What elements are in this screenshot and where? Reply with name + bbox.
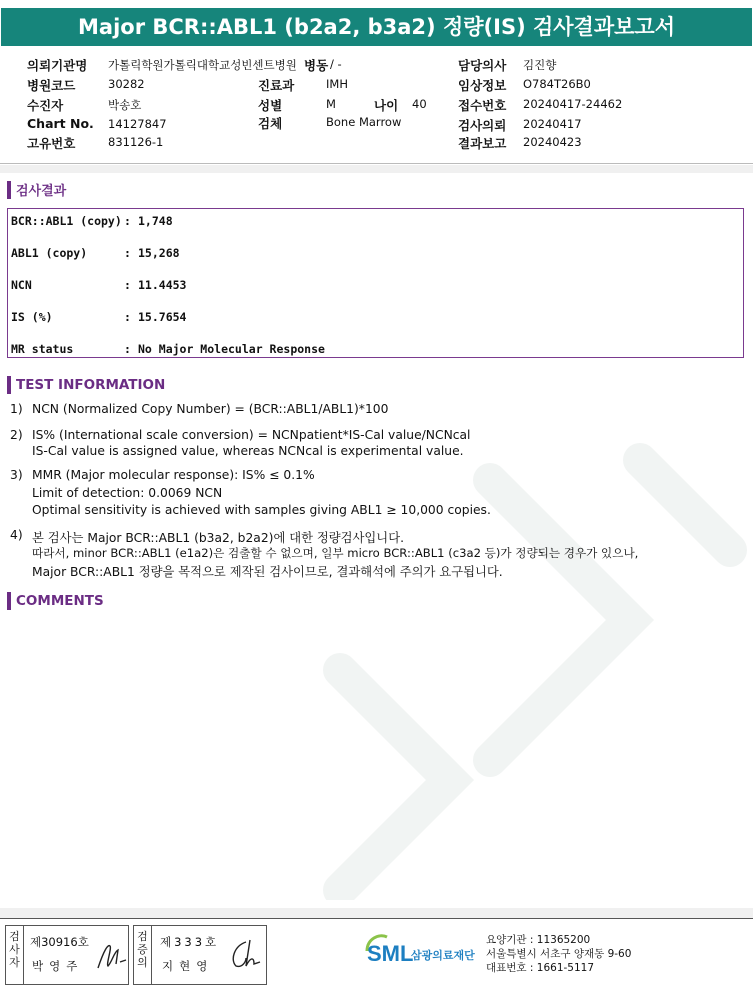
footer <box>0 918 753 989</box>
signature-role <box>134 926 152 984</box>
heading-bar <box>7 592 11 610</box>
footer-gap <box>0 908 753 918</box>
list-item-number: 3) <box>10 468 23 482</box>
list-item-text: NCN (Normalized Copy Number) = (BCR::ABL1/ABL1)*100 <box>32 402 389 416</box>
results-box <box>7 208 744 358</box>
requesting-institution-value: 가톨릭학원가톨릭대학교성빈센트병원 <box>108 58 297 72</box>
result-key: MR status <box>11 342 74 356</box>
patient-name-label: 수진자 <box>27 98 64 113</box>
list-item-text: IS% (International scale conversion) = NCNpatient*IS-Cal value/NCNcal <box>32 428 471 442</box>
sex-value: M <box>326 97 336 111</box>
comments-heading <box>7 592 104 610</box>
physician-label: 담당의사 <box>458 58 507 73</box>
test-info-heading <box>7 376 165 394</box>
signature-image <box>94 940 128 974</box>
result-key: IS (%) <box>11 310 53 324</box>
signer-name: 박영주 <box>32 959 84 973</box>
request-date-label: 검사의뢰 <box>458 118 507 133</box>
signature-image <box>226 936 264 974</box>
list-item-text: 따라서, minor BCR::ABL1 (e1a2)은 검출할 수 없으며, 일부 micro BCR::ABL1 (c3a2 등)가 정량되는 경우가 있으나, <box>32 546 639 560</box>
ward-value: / - <box>330 57 342 71</box>
result-key: NCN <box>11 278 32 292</box>
report-date-value: 20240423 <box>523 135 582 149</box>
list-item-text: Limit of detection: 0.0069 NCN <box>32 486 223 500</box>
list-item-text: MMR (Major molecular response): IS% ≤ 0.1% <box>32 468 315 482</box>
sex-label: 성별 <box>258 98 283 113</box>
department-value: IMH <box>326 77 348 91</box>
contact-line: 요양기관 : 11365200 <box>486 934 591 946</box>
contact-line: 대표번호 : 1661-5117 <box>486 962 595 974</box>
results-heading-text: 검사결과 <box>16 184 67 199</box>
result-key: BCR::ABL1 (copy) <box>11 214 122 228</box>
request-date-value: 20240417 <box>523 117 582 131</box>
chart-no-label: Chart No. <box>27 116 94 131</box>
physician-value: 김진향 <box>523 58 557 72</box>
signature-role-text: 검증의 <box>137 930 148 969</box>
requesting-institution-label: 의뢰기관명 <box>27 58 88 73</box>
contact-info <box>486 933 631 975</box>
license-number: 제30916호 <box>30 935 89 949</box>
list-item-number: 2) <box>10 428 23 442</box>
result-colon: : <box>124 278 131 292</box>
department-label: 진료과 <box>258 78 295 93</box>
heading-bar <box>7 376 11 394</box>
logo-subtext: 삼광의료재단 <box>411 949 475 962</box>
heading-bar <box>7 181 11 199</box>
result-colon: : <box>124 342 131 356</box>
report-date-label: 결과보고 <box>458 136 507 151</box>
hospital-code-value: 30282 <box>108 77 145 91</box>
report-title: Major BCR::ABL1 (b2a2, b3a2) 정량(IS) 검사결과보고서 <box>1 8 752 46</box>
result-value: 15.7654 <box>138 310 187 324</box>
unique-no-value: 831126-1 <box>108 135 164 149</box>
hospital-code-label: 병원코드 <box>27 78 76 93</box>
receipt-no-label: 접수번호 <box>458 98 507 113</box>
list-item-text: 본 검사는 Major BCR::ABL1 (b3a2, b2a2)에 대한 정량검사입니다. <box>32 531 404 545</box>
signature-box-tester <box>5 925 129 985</box>
clinical-info-label: 임상정보 <box>458 78 507 93</box>
list-item-text: Major BCR::ABL1 정량을 목적으로 제작된 검사이므로, 결과해석에 주의가 요구됩니다. <box>32 565 503 579</box>
list-item-text: IS-Cal value is assigned value, whereas NCNcal is experimental value. <box>32 444 464 458</box>
age-value: 40 <box>412 97 427 111</box>
result-value: No Major Molecular Response <box>138 342 325 356</box>
age-label: 나이 <box>374 98 399 113</box>
list-item-text: Optimal sensitivity is achieved with samples giving ABL1 ≥ 10,000 copies. <box>32 503 491 517</box>
divider <box>0 163 753 164</box>
patient-info <box>0 52 753 152</box>
clinical-info-value: O784T26B0 <box>523 77 591 91</box>
logo-text: SML <box>367 941 414 966</box>
specimen-value: Bone Marrow <box>326 115 402 129</box>
comments-heading-text: COMMENTS <box>16 593 104 609</box>
result-value: 1,748 <box>138 214 173 228</box>
result-value: 15,268 <box>138 246 180 260</box>
watermark-graphic <box>300 420 753 900</box>
receipt-no-value: 20240417-24462 <box>523 97 623 111</box>
result-colon: : <box>124 214 131 228</box>
signer-name: 지현영 <box>162 959 214 973</box>
contact-line: 서울특별시 서초구 양재동 9-60 <box>486 948 632 960</box>
specimen-label: 검체 <box>258 116 283 131</box>
unique-no-label: 고유번호 <box>27 136 76 151</box>
license-number: 제333호 <box>160 935 220 949</box>
sml-logo-mark <box>365 931 485 971</box>
sml-logo <box>365 931 485 975</box>
ward-label: 병동 <box>304 58 329 73</box>
test-info-heading-text: TEST INFORMATION <box>16 377 166 393</box>
signature-box-verifier <box>133 925 267 985</box>
section-gap <box>0 165 753 173</box>
result-value: 11.4453 <box>138 278 187 292</box>
patient-name-value: 박송호 <box>108 98 142 112</box>
signature-role-text: 검사자 <box>9 930 20 969</box>
signature-role <box>6 926 24 984</box>
result-colon: : <box>124 310 131 324</box>
result-colon: : <box>124 246 131 260</box>
list-item-number: 1) <box>10 402 23 416</box>
results-heading <box>7 180 66 199</box>
chart-no-value: 14127847 <box>108 117 167 131</box>
result-key: ABL1 (copy) <box>11 246 88 260</box>
list-item-number: 4) <box>10 528 23 542</box>
